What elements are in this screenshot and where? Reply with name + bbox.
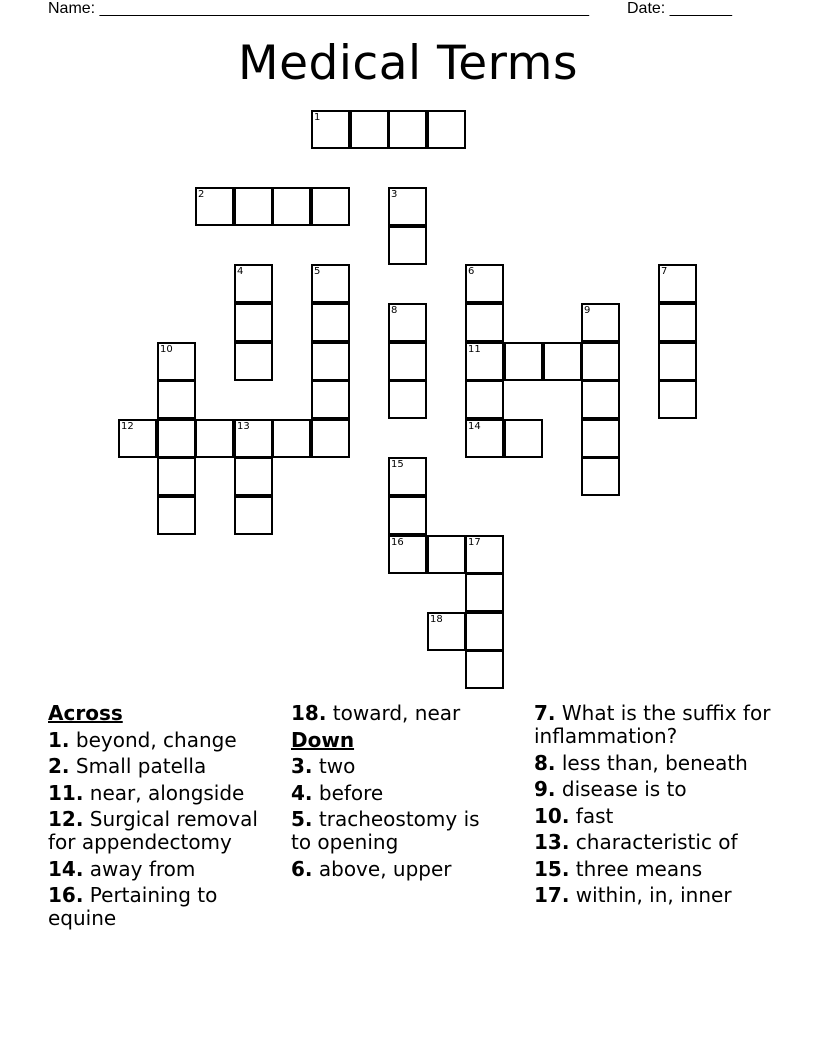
crossword-cell[interactable] <box>658 342 697 381</box>
crossword-cell[interactable] <box>427 612 466 651</box>
clue-across-18 <box>291 702 501 725</box>
clue-text: three means <box>569 856 703 881</box>
cell-number: 18 <box>430 614 443 625</box>
clue-number: 14. <box>48 856 84 881</box>
clues-column-3 <box>534 702 774 911</box>
clue-across-1 <box>48 729 273 752</box>
crossword-cell[interactable] <box>157 496 196 535</box>
crossword-cell[interactable] <box>388 380 427 419</box>
crossword-cell[interactable] <box>272 187 311 226</box>
clue-text: Small patella <box>69 754 207 778</box>
cell-number: 1 <box>314 112 321 123</box>
cell-number: 3 <box>391 189 398 200</box>
clue-down-15 <box>534 858 774 881</box>
clues-column-2 <box>291 702 501 884</box>
clue-number: 13. <box>534 830 570 854</box>
clue-down-8 <box>534 752 774 775</box>
crossword-cell[interactable] <box>157 457 196 496</box>
cell-number: 10 <box>160 344 173 355</box>
crossword-cell[interactable] <box>350 110 389 149</box>
clue-number: 11. <box>48 780 84 805</box>
clue-number: 17. <box>534 883 570 907</box>
cell-number: 11 <box>468 344 481 355</box>
crossword-cell[interactable] <box>427 110 466 149</box>
clue-text: above, upper <box>312 856 452 881</box>
crossword-cell[interactable] <box>195 419 234 458</box>
crossword-cell[interactable] <box>465 573 504 612</box>
crossword-cell[interactable] <box>465 612 504 651</box>
crossword-cell[interactable] <box>581 380 620 419</box>
clue-down-13 <box>534 831 774 854</box>
crossword-cell[interactable] <box>157 380 196 419</box>
crossword-cell[interactable] <box>581 457 620 496</box>
clue-text: What is the suffix for inflammation? <box>534 701 771 748</box>
clues-column-1 <box>48 702 273 934</box>
cell-number: 8 <box>391 305 398 316</box>
crossword-cell[interactable] <box>388 496 427 535</box>
clue-down-5 <box>291 808 501 854</box>
crossword-cell[interactable] <box>465 264 504 303</box>
cell-number: 2 <box>198 189 205 200</box>
crossword-cell[interactable] <box>234 496 273 535</box>
crossword-cell[interactable] <box>658 264 697 303</box>
clue-across-16 <box>48 884 273 930</box>
cell-number: 14 <box>468 421 481 432</box>
clue-number: 4. <box>291 780 313 805</box>
crossword-cell[interactable] <box>157 342 196 381</box>
clue-number: 18. <box>291 701 327 725</box>
clue-text: less than, beneath <box>555 750 748 775</box>
clue-text: characteristic of <box>569 830 738 854</box>
clue-across-12 <box>48 808 273 854</box>
crossword-cell[interactable] <box>118 419 157 458</box>
crossword-cell[interactable] <box>311 380 350 419</box>
crossword-cell[interactable] <box>311 342 350 381</box>
crossword-cell[interactable] <box>388 342 427 381</box>
crossword-cell[interactable] <box>388 303 427 342</box>
crossword-cell[interactable] <box>581 342 620 381</box>
clue-text: near, alongside <box>83 780 245 805</box>
crossword-cell[interactable] <box>272 419 311 458</box>
clue-down-9 <box>534 778 774 801</box>
clue-text: away from <box>83 856 196 881</box>
clue-across-14 <box>48 858 273 881</box>
cell-number: 12 <box>121 421 134 432</box>
crossword-cell[interactable] <box>311 419 350 458</box>
clue-number: 10. <box>534 803 570 828</box>
clue-number: 15. <box>534 856 570 881</box>
crossword-cell[interactable] <box>234 264 273 303</box>
crossword-cell[interactable] <box>311 187 350 226</box>
cell-number: 17 <box>468 537 481 548</box>
cell-number: 5 <box>314 266 321 277</box>
clue-text: before <box>312 780 384 805</box>
clue-down-3 <box>291 755 501 778</box>
crossword-cell[interactable] <box>388 226 427 265</box>
clue-text: beyond, change <box>69 727 237 752</box>
clue-text: Pertaining to equine <box>48 883 218 930</box>
clue-across-11 <box>48 782 273 805</box>
page-title: Medical Terms <box>238 36 578 91</box>
clue-number: 12. <box>48 807 84 831</box>
cell-number: 4 <box>237 266 244 277</box>
crossword-cell[interactable] <box>465 303 504 342</box>
crossword-cell[interactable] <box>311 110 350 149</box>
date-field-label: Date: _______ <box>627 0 732 17</box>
across-heading: Across <box>48 701 123 725</box>
clue-text: two <box>312 754 356 778</box>
clue-down-4 <box>291 782 501 805</box>
crossword-cell[interactable] <box>388 457 427 496</box>
clue-text: Surgical removal for appendectomy <box>48 807 258 854</box>
crossword-cell[interactable] <box>234 457 273 496</box>
crossword-cell[interactable] <box>543 342 582 381</box>
clue-text: within, in, inner <box>569 883 732 907</box>
crossword-cell[interactable] <box>311 303 350 342</box>
clue-down-10 <box>534 805 774 828</box>
crossword-cell[interactable] <box>465 650 504 689</box>
clue-down-17 <box>534 884 774 907</box>
cell-number: 15 <box>391 459 404 470</box>
crossword-cell[interactable] <box>427 535 466 574</box>
crossword-cell[interactable] <box>581 419 620 458</box>
clue-number: 3. <box>291 754 313 778</box>
clue-number: 7. <box>534 701 556 725</box>
crossword-cell[interactable] <box>234 419 273 458</box>
down-heading: Down <box>291 727 355 752</box>
crossword-cell[interactable] <box>504 342 543 381</box>
clue-number: 5. <box>291 807 313 831</box>
crossword-cell[interactable] <box>504 419 543 458</box>
clue-down-6 <box>291 858 501 881</box>
clue-number: 6. <box>291 856 313 881</box>
crossword-cell[interactable] <box>581 303 620 342</box>
cell-number: 16 <box>391 537 404 548</box>
clue-number: 8. <box>534 750 556 775</box>
clue-text: fast <box>569 803 614 828</box>
clue-number: 2. <box>48 754 70 778</box>
cell-number: 6 <box>468 266 475 277</box>
crossword-cell[interactable] <box>157 419 196 458</box>
crossword-cell[interactable] <box>234 187 273 226</box>
crossword-cell[interactable] <box>234 303 273 342</box>
crossword-cell[interactable] <box>465 419 504 458</box>
crossword-cell[interactable] <box>234 342 273 381</box>
crossword-cell[interactable] <box>465 535 504 574</box>
crossword-cell[interactable] <box>388 187 427 226</box>
clue-number: 1. <box>48 727 70 752</box>
crossword-cell[interactable] <box>465 380 504 419</box>
clue-text: tracheostomy is to opening <box>291 807 480 854</box>
clue-number: 9. <box>534 777 556 801</box>
crossword-cell[interactable] <box>658 303 697 342</box>
crossword-cell[interactable] <box>465 342 504 381</box>
name-field-label: Name: _______________________________________________________ <box>48 0 589 17</box>
crossword-cell[interactable] <box>311 264 350 303</box>
clue-down-7 <box>534 702 774 748</box>
cell-number: 9 <box>584 305 591 316</box>
clue-across-2 <box>48 755 273 778</box>
clue-text: toward, near <box>326 701 461 725</box>
clue-number: 16. <box>48 883 84 907</box>
crossword-cell[interactable] <box>195 187 234 226</box>
crossword-cell[interactable] <box>658 380 697 419</box>
clue-text: disease is to <box>555 777 687 801</box>
crossword-cell[interactable] <box>388 535 427 574</box>
cell-number: 13 <box>237 421 250 432</box>
crossword-cell[interactable] <box>388 110 427 149</box>
cell-number: 7 <box>661 266 668 277</box>
